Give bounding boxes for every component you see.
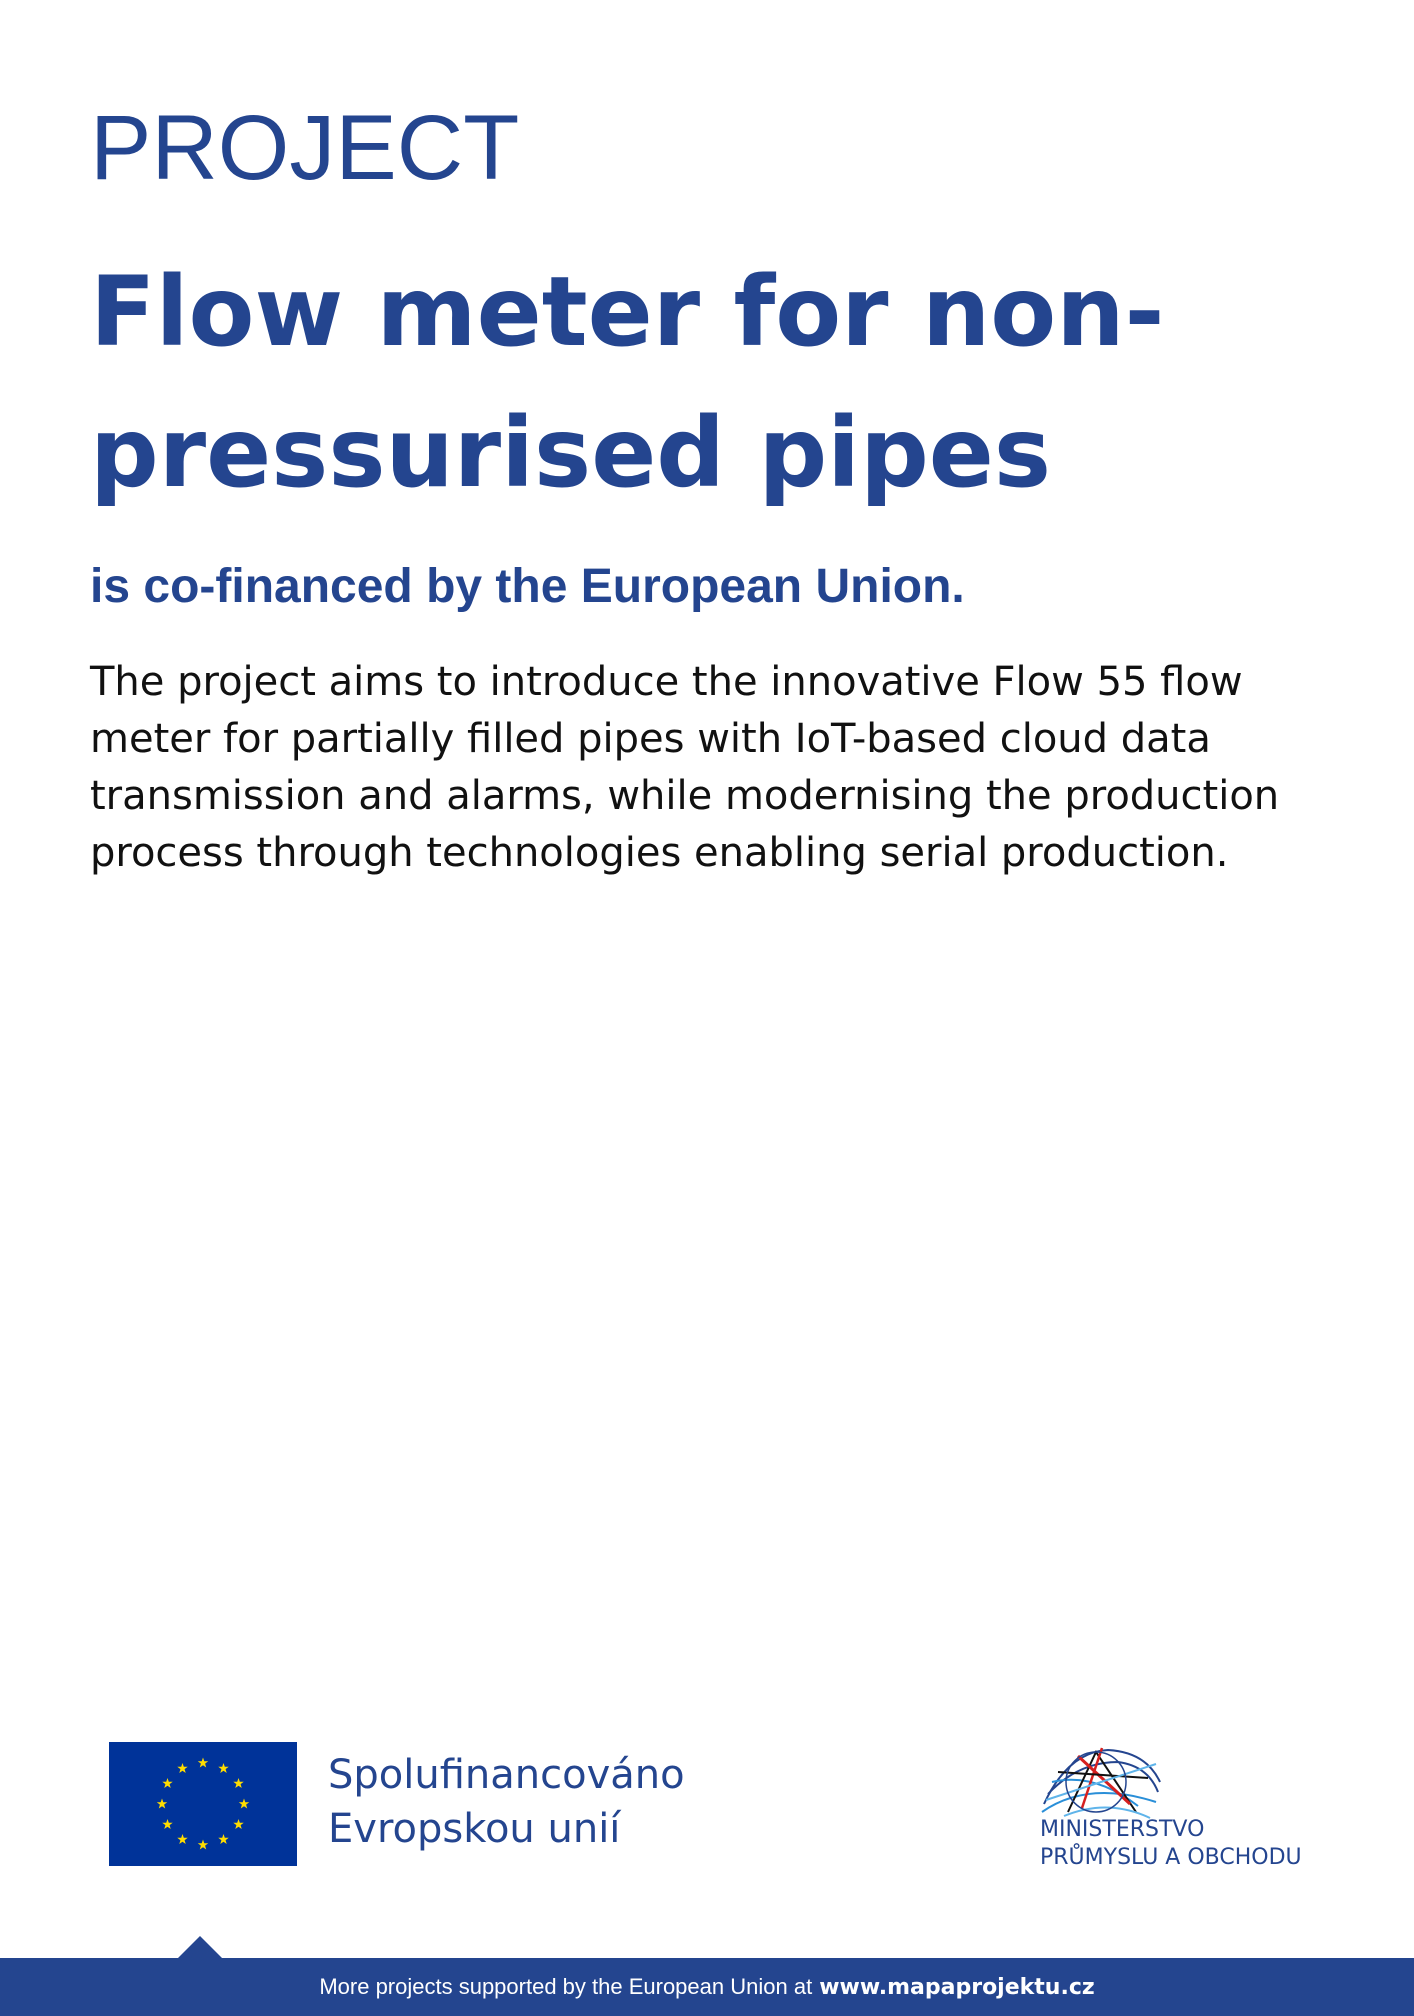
footer-website-link[interactable]: www.mapaprojektu.cz [819,1974,1095,2000]
eu-star-icon [239,1799,249,1809]
project-description [90,654,1279,882]
eu-star-icon [177,1834,187,1844]
footer-notch [178,1936,222,1958]
eu-logo-line: Spolufinancováno [328,1752,685,1798]
description-line: meter for partially filled pipes with IoT-based cloud data [90,716,1211,762]
eu-star-icon [218,1763,228,1773]
eu-cofinanced-logo-text [328,1748,685,1856]
eu-stars-circle [109,1742,297,1866]
ministry-logo-line: PRŮMYSLU A OBCHODU [1040,1845,1302,1870]
footer-bar [0,1958,1414,2016]
eu-star-icon [177,1763,187,1773]
project-title-line: Flow meter for non- [90,256,1165,368]
project-title-line: pressurised pipes [90,397,1052,509]
footer-text: More projects supported by the European Union at [319,1974,813,1999]
ministry-emblem-icon [1038,1742,1164,1822]
eu-star-icon [233,1819,243,1829]
eu-star-icon [198,1840,208,1850]
eu-star-icon [198,1758,208,1768]
eu-star-icon [233,1778,243,1788]
eu-logo-line: Evropskou unií [328,1806,621,1852]
eu-flag-icon [109,1742,297,1866]
eu-star-icon [162,1819,172,1829]
cofinanced-statement: is co-financed by the European Union. [90,560,965,613]
eu-star-icon [157,1799,167,1809]
description-line: transmission and alarms, while modernising the production [90,773,1280,819]
eu-star-icon [218,1834,228,1844]
ministry-logo-text [1040,1816,1302,1872]
eu-star-icon [162,1778,172,1788]
project-title [90,242,1330,524]
ministry-logo-line: MINISTERSTVO [1040,1817,1205,1842]
description-line: The project aims to introduce the innovative Flow 55 flow [90,659,1243,705]
description-line: process through technologies enabling serial production. [90,830,1229,876]
project-label: PROJECT [90,97,520,199]
